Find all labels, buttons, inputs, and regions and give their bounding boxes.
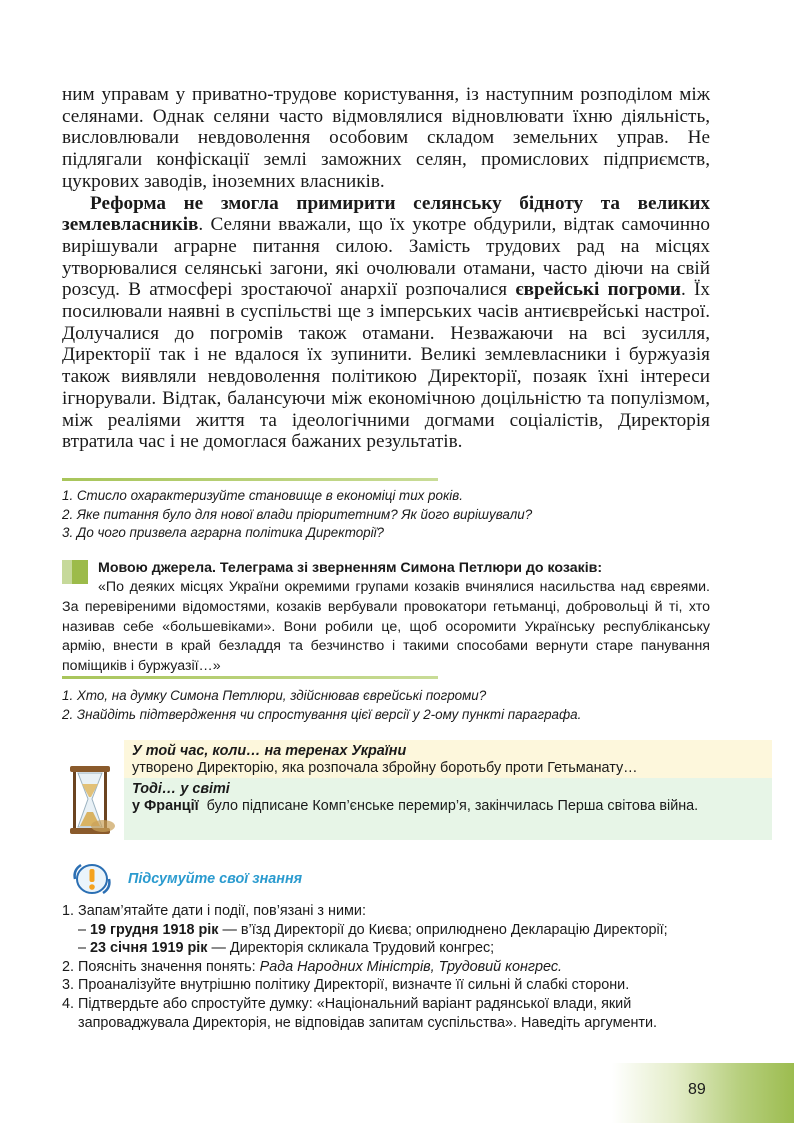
summary-tasks [62, 902, 722, 1032]
timeline-ukraine-heading: У той час, коли… на теренах України [132, 743, 407, 759]
main-text [62, 84, 710, 453]
paragraph-2-bold-lead: Реформа не змогла примирити селянську бідноту та великих землевласників [62, 192, 710, 236]
timeline-world-text [132, 798, 764, 815]
task-date-event: — в’їзд Директорії до Києва; оприлюднено Декларацію Директорії; [218, 921, 668, 938]
hourglass-icon [62, 762, 120, 838]
paragraph-2-bold-term: єврейські погроми [515, 279, 681, 301]
task-subitem: – 23 січня 1919 рік — Директорія скликала Трудовий конгрес; [78, 940, 495, 957]
paragraph-2 [62, 193, 710, 453]
page-number: 89 [688, 1081, 706, 1098]
task-item-continuation: запроваджувала Директорія, не відповідав запитам суспільства». Наведіть аргументи. [78, 1014, 658, 1031]
paragraph-1: ним управам у приватно-трудове користування, із наступним розподілом між селянами. Однак селяни часто відмовлялися відновлювати їхню діяльність, висловлювали невдоволення особовим складом земельних управ. Не підлягали конфіскації землі заможних селян, промислових підприємств, цукрових заводів, іноземних власників. [62, 84, 710, 192]
question-item: 3. До чого призвела аграрна політика Директорії? [62, 525, 384, 540]
summary-heading [72, 862, 472, 896]
timeline-ukraine-text: утворено Директорію, яка розпочала збройну боротьбу проти Гетьманату… [132, 760, 638, 776]
task-terms: Рада Народних Міністрів, Трудовий конгрес. [259, 958, 563, 975]
timeline-world-box [124, 778, 772, 840]
question-item: 2. Знайдіть підтвердження чи спростування цієї версії у 2-ому пункті параграфа. [62, 706, 582, 722]
question-item: 2. Яке питання було для нової влади пріоритетним? Як його вирішували? [62, 506, 533, 522]
divider-rule [62, 676, 438, 679]
source-title: Мовою джерела. Телеграма зі зверненням Симона Петлюри до козаків: [98, 560, 603, 576]
task-date-event: — Директорія скликала Трудовий конгрес; [207, 940, 495, 957]
review-questions [62, 487, 532, 543]
source-questions [62, 687, 581, 724]
question-item: 1. Стисло охарактеризуйте становище в економіці тих років. [62, 488, 463, 503]
task-date: 23 січня 1919 рік [90, 940, 208, 957]
paragraph-2-part-a: . Селяни вважали, що їх укотре обдурили, відтак самочинно вирішували аграрне питання силою. Замість трудових рад на місцях утворювалися селянські загони, які очолювали отамани, часто діючи на свій розсуд. В атмосфері зростаючої анархії розпочалися [62, 214, 710, 301]
exclamation-icon [72, 862, 112, 896]
task-item: 1. Запам’ятайте дати і події, пов’язані з ними: [62, 903, 366, 919]
source-quote: «По деяких місцях України окремими групами козаків вчинялися насильства над євреями. За перевіреними відомостями, козаків вербували провокатори гетьманці, добровольці й ті, хто називав себе «большевіками». Вони робили це, щоб осоромити Українську республіканську армію, внести в край безладдя та безчинство і такими способами вернути старе панування поміщиків і буржуазії…» [62, 579, 710, 675]
task-item [62, 958, 722, 977]
question-item: 1. Хто, на думку Симона Петлюри, здійснював єврейські погроми? [62, 688, 487, 703]
timeline-ukraine-box [124, 740, 772, 778]
task-subitem: – 19 грудня 1918 рік — в’їзд Директорії до Києва; оприлюднено Декларацію Директорії; [78, 921, 668, 938]
timeline-world-heading: Тоді… у світі [132, 781, 230, 797]
timeline-world-country: у Франції [132, 798, 199, 814]
timeline-world-event: було підписане Комп’єнське перемир’я, закінчилась Перша світова війна. [198, 798, 699, 814]
divider-rule [62, 478, 438, 481]
summary-title: Підсумуйте свої знання [128, 871, 303, 887]
task-item: 3. Проаналізуйте внутрішню політику Директорії, визначте її сильні й слабкі сторони. [62, 977, 630, 994]
timeline-block [62, 740, 710, 840]
task-item: 4. Підтвердьте або спростуйте думку: «Національний варіант радянської влади, який [62, 995, 632, 1012]
paragraph-2-part-b: . Їх посилювали наявні в суспільстві ще з імперських часів антиєврейські настрої. Долучалися до погромів також отамани. Незважаючи на всі зусилля, Директорії так і не вдалося їх зупинити. Великі землевласники і буржуазія також виявляли невдоволення політикою Директорії, позаяк їхні інтереси ігнорували. Відтак, балансуючи між економічною доцільністю та популізмом, між реаліями життя та ідеологічними догмами соціалістів, Директорія втратила час і не домоглася бажаних результатів. [62, 279, 710, 453]
task-date: 19 грудня 1918 рік [90, 921, 219, 938]
task-text: 2. Поясніть значення понять: [62, 958, 260, 975]
